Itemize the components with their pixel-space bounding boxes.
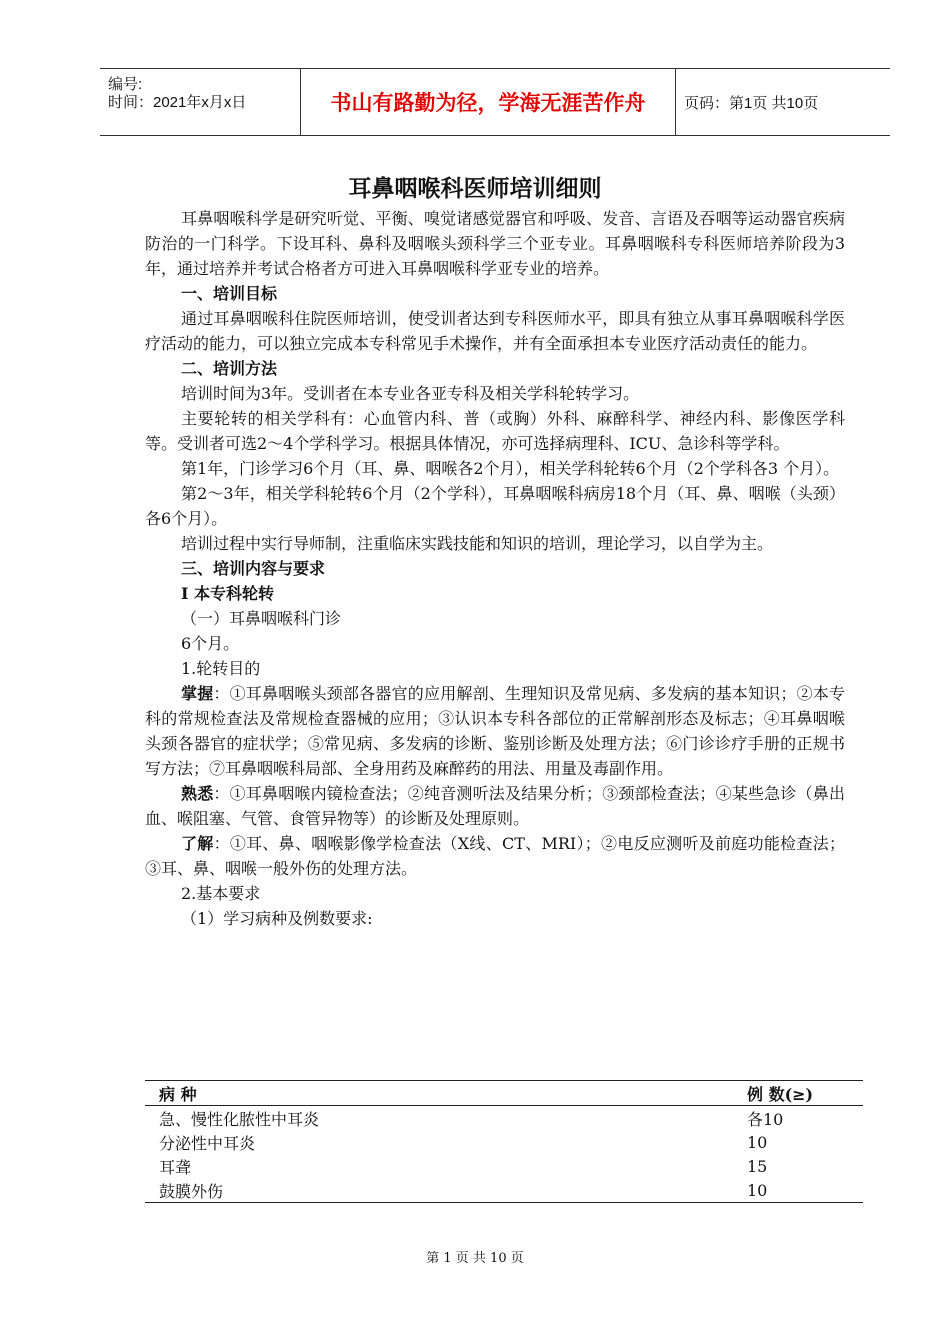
methods-paragraph: 第2～3年，相关学科轮转6个月（2个学科），耳鼻咽喉科病房18个月（耳、鼻、咽喉（头颈）各6个月）。 [145, 484, 845, 528]
requirements-subheading: （1）学习病种及例数要求: [181, 909, 373, 928]
header-page-label: 页码：第1页 共10页 [684, 94, 819, 112]
methods-paragraph: 培训过程中实行导师制，注重临床实践技能和知识的培训，理论学习，以自学为主。 [181, 534, 774, 553]
table-row [145, 1154, 863, 1178]
understand-paragraph [145, 831, 845, 881]
page-footer: 第 1 页 共 10 页 [426, 1251, 524, 1266]
date-label: 时间：2021年x月x日 [108, 94, 247, 111]
master-paragraph [145, 681, 845, 781]
table-cell-count: 10 [747, 1180, 768, 1200]
column-header-count: 例 数(≥) [747, 1084, 814, 1104]
methods-paragraph: 培训时间为3年。受训者在本专业各亚专科及相关学科轮转学习。 [181, 384, 640, 403]
table-row [145, 1178, 863, 1202]
familiar-label: 熟悉 [181, 784, 214, 803]
intro-paragraph: 耳鼻咽喉科学是研究听觉、平衡、嗅觉诸感觉器官和呼吸、发音、言语及吞咽等运动器官疾病防治的一门科学。下设耳科、鼻科及咽喉头颈科学三个亚专业。耳鼻咽喉科专科医师培养阶段为3年，通过培养并考试合格者方可进入耳鼻咽喉科学亚专业的培养。 [145, 209, 845, 278]
familiar-paragraph [145, 781, 845, 831]
table-cell-count: 各10 [747, 1109, 784, 1129]
section-heading-methods: 二、培训方法 [181, 359, 278, 378]
document-body [145, 206, 845, 931]
subsection-heading: Ⅰ 本专科轮转 [181, 584, 275, 603]
goals-paragraph: 通过耳鼻咽喉科住院医师培训，使受训者达到专科医师水平，即具有独立从事耳鼻咽喉科学医疗活动的能力，可以独立完成本专科常见手术操作，并有全面承担本专业医疗活动责任的能力。 [145, 309, 845, 353]
methods-paragraph: 主要轮转的相关学科有：心血管内科、普（或胸）外科、麻醉科学、神经内科、影像医学科等。受训者可选2～4个学科学习。根据具体情况，亦可选择病理科、ICU、急诊科等学科。 [145, 409, 845, 453]
section-heading-goals: 一、培训目标 [181, 284, 278, 303]
master-label: 掌握 [181, 684, 214, 703]
subsection-heading: （一）耳鼻咽喉科门诊 [181, 609, 342, 628]
page-header [100, 68, 890, 136]
column-header-disease: 病 种 [159, 1084, 197, 1104]
duration-text: 6个月。 [181, 634, 240, 653]
disease-table [145, 1080, 863, 1203]
understand-label: 了解 [181, 834, 214, 853]
section-heading-content: 三、培训内容与要求 [181, 559, 326, 578]
header-motto: 书山有路勤为径，学海无涯苦作舟 [301, 69, 676, 135]
document-title: 耳鼻咽喉科医师培训细则 [348, 176, 602, 202]
familiar-text: ：①耳鼻咽喉内镜检查法；②纯音测听法及结果分析；③颈部检查法；④某些急诊（鼻出血、喉阻塞、气管、食管异物等）的诊断及处理原则。 [145, 784, 845, 828]
master-text: ：①耳鼻咽喉头颈部各器官的应用解剖、生理知识及常见病、多发病的基本知识；②本专科的常规检查法及常规检查器械的应用；③认识本专科各部位的正常解剖形态及标志；④耳鼻咽喉头颈各器官的症状学；⑤常见病、多发病的诊断、鉴别诊断及处理方法；⑥门诊诊疗手册的正规书写方法；⑦耳鼻咽喉科局部、全身用药及麻醉药的用法、用量及毒副作用。 [145, 684, 845, 778]
table-cell-count: 10 [747, 1132, 768, 1152]
understand-text: ：①耳、鼻、咽喉影像学检查法（X线、CT、MRI）；②电反应测听及前庭功能检查法；③耳、鼻、咽喉一般外伤的处理方法。 [145, 834, 845, 878]
table-cell-disease: 急、慢性化脓性中耳炎 [159, 1109, 320, 1129]
goal-heading: 1.轮转目的 [181, 659, 261, 678]
table-row [145, 1106, 863, 1130]
table-row [145, 1130, 863, 1154]
table-cell-count: 15 [747, 1156, 768, 1176]
requirements-heading: 2.基本要求 [181, 884, 261, 903]
table-cell-disease: 分泌性中耳炎 [159, 1133, 256, 1153]
table-header-row [145, 1081, 863, 1106]
table-cell-disease: 鼓膜外伤 [159, 1181, 224, 1201]
header-meta [100, 69, 301, 135]
methods-paragraph: 第1年，门诊学习6个月（耳、鼻、咽喉各2个月），相关学科轮转6个月（2个学科各3 个月）。 [181, 459, 840, 478]
number-label: 编号: [108, 76, 143, 93]
table-cell-disease: 耳聋 [159, 1157, 192, 1177]
